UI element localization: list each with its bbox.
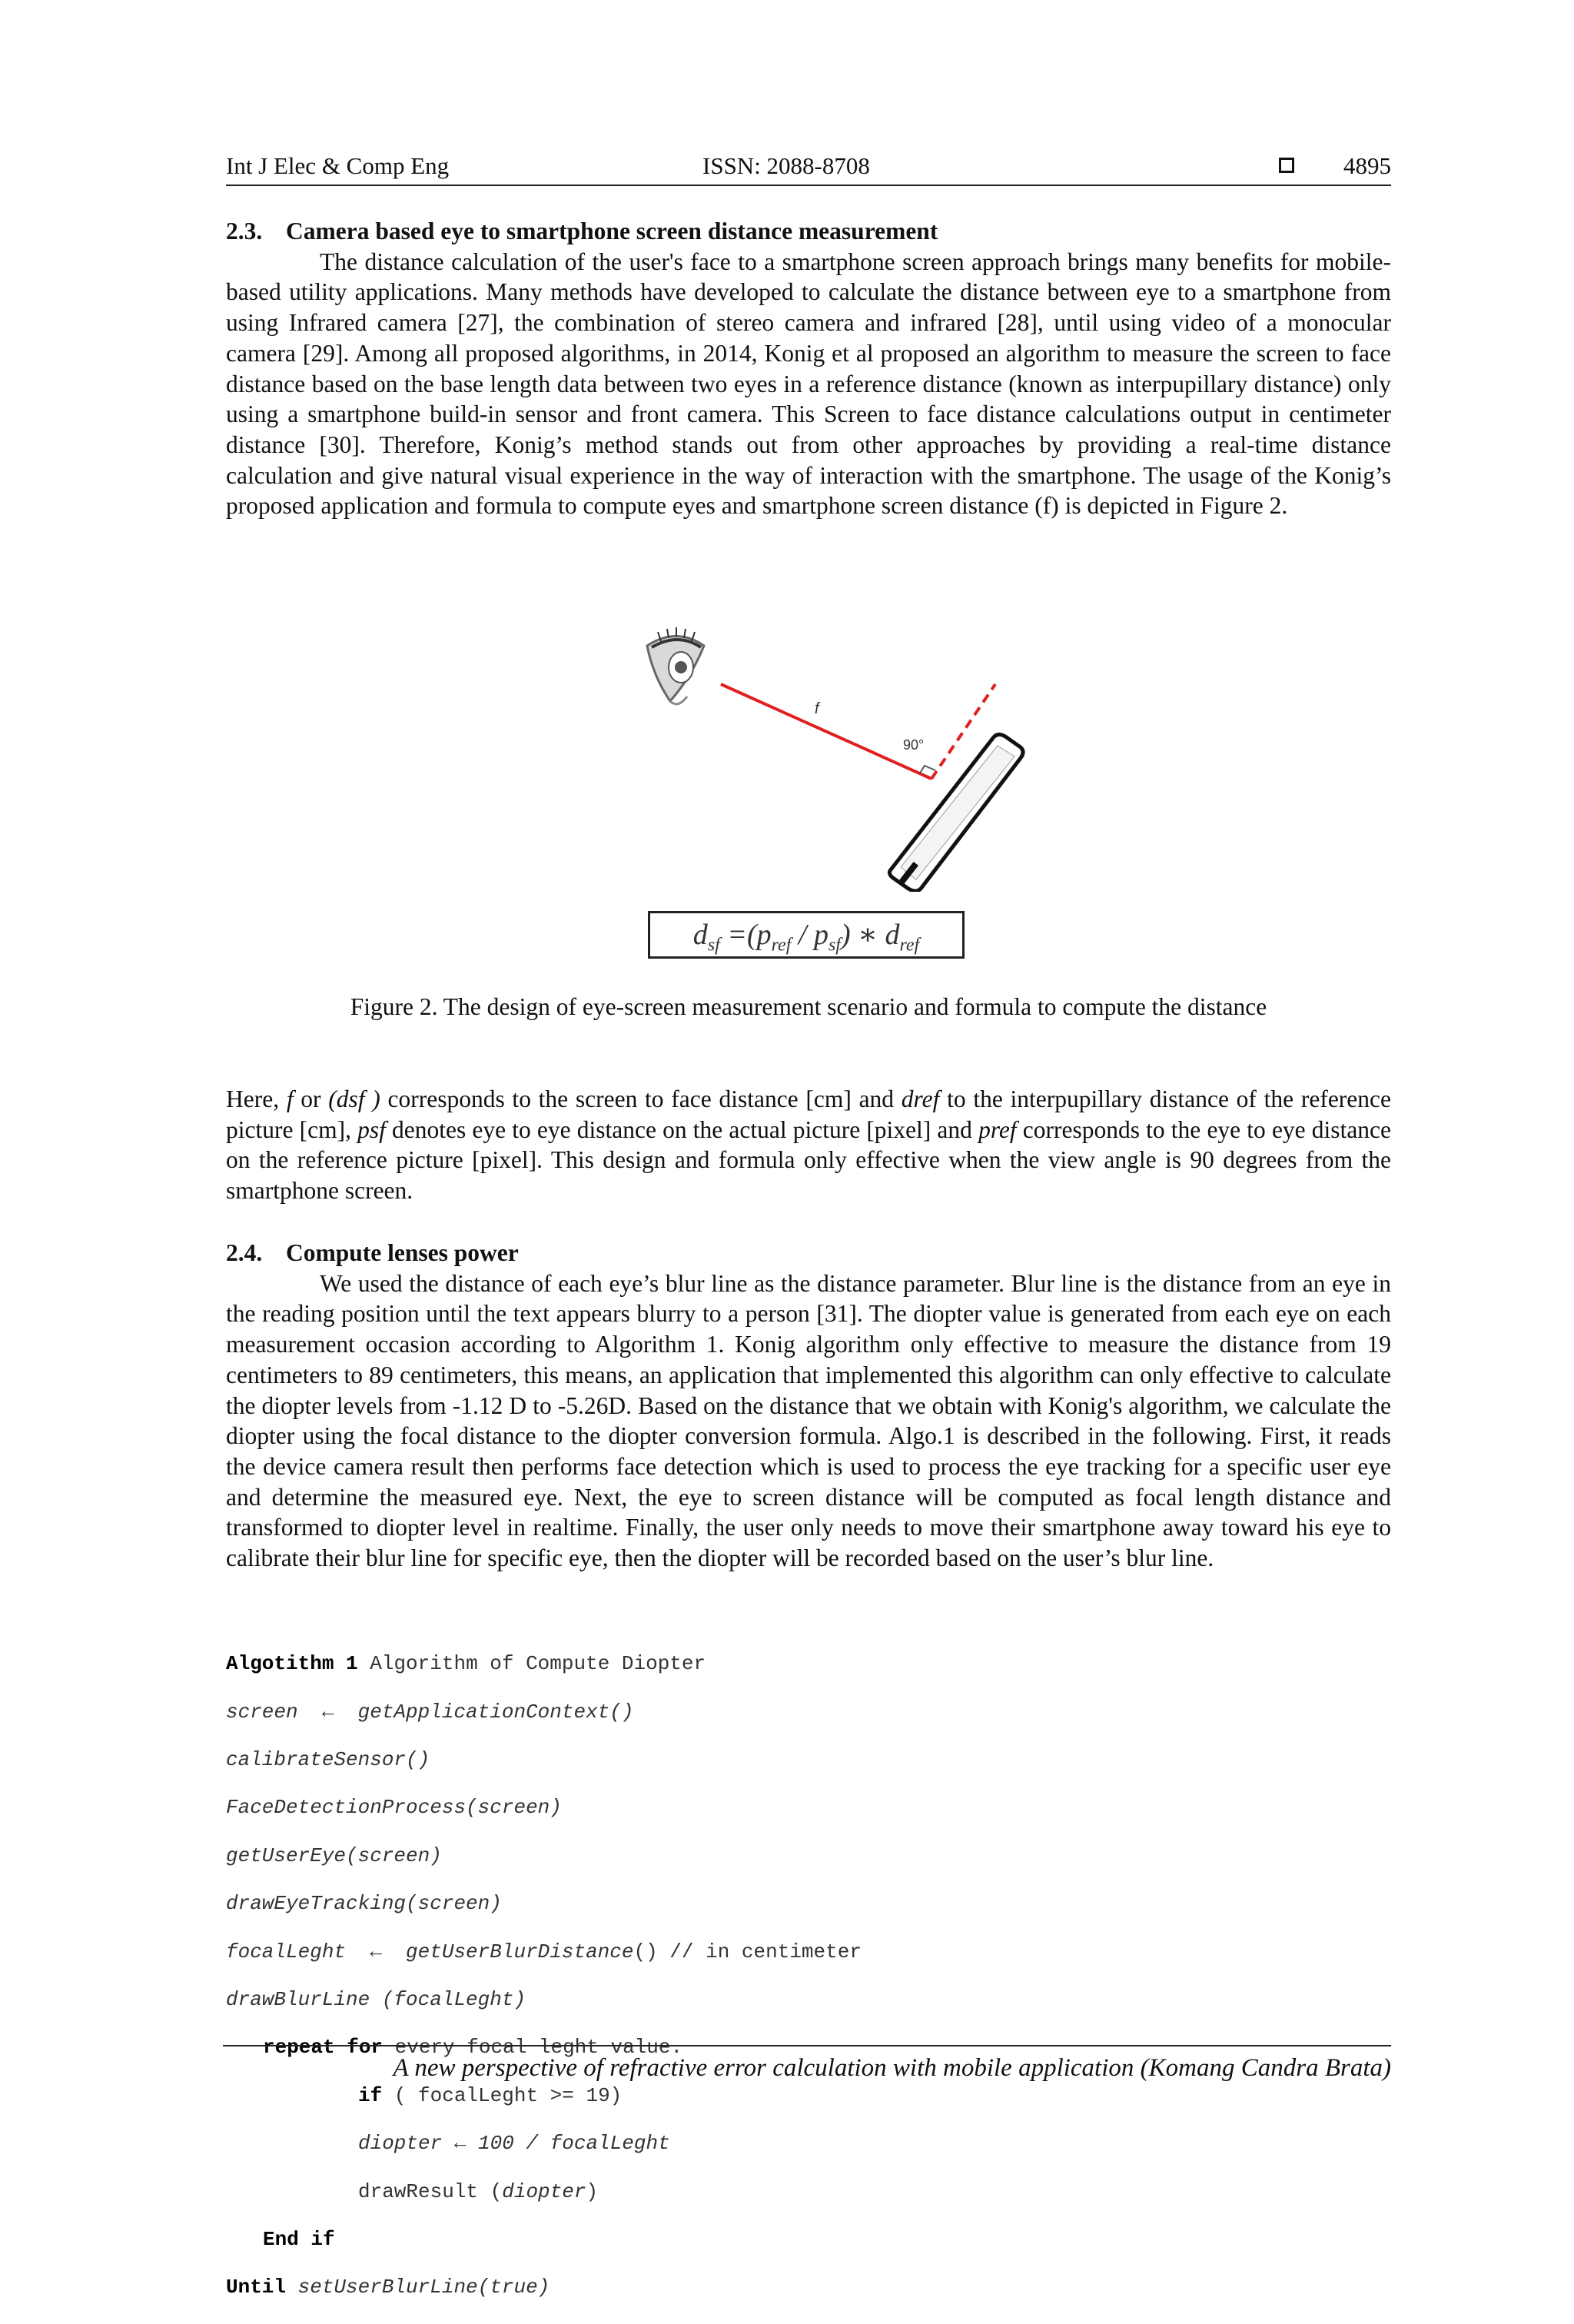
formula-close: ) ∗ (840, 919, 885, 951)
section-title: Compute lenses power (286, 1239, 519, 1266)
formula-eq: =( (719, 919, 757, 951)
algo-code: screen ← getApplicationContext() (226, 1700, 634, 1724)
algo-code: drawEyeTracking(screen) (226, 1892, 502, 1916)
formula-slash: / (791, 919, 814, 951)
section-number: 2.3. (226, 218, 263, 244)
algo-line (226, 2084, 1391, 2108)
smartphone-illustration (889, 734, 1023, 891)
label-angle: 90° (903, 737, 925, 753)
var-pref: pref (978, 1115, 1017, 1143)
text-run: or (293, 1086, 329, 1112)
journal-name: Int J Elec & Comp Eng (226, 152, 450, 179)
figure-caption: Figure 2. The design of eye-screen measurement scenario and formula to compute the distance (350, 993, 1267, 1020)
algo-code: FaceDetectionProcess(screen) (226, 1796, 562, 1820)
algo-code: ) (586, 2179, 599, 2203)
algo-keyword: if (358, 2083, 383, 2107)
checkbox-square-icon (1279, 158, 1294, 173)
text-run: to the interpupillary distance of the reference picture [cm], (226, 1086, 1391, 1143)
section-number: 2.4. (226, 1239, 263, 1266)
section-body: The distance calculation of the user's face to a smartphone screen approach brings many benefits for mobile-based utility applications. Many methods have developed to calculate the distance between eye to a smartphone from using Infrared camera [27], the combination of stereo camera and infrared [28], until using video of a monocular camera [29]. Among all proposed algorithms, in 2014, Konig et al proposed an algorithm to measure the screen to face distance based on the base length data between two eyes in a reference distance (known as interpupillary distance) only using a smartphone build-in sensor and front camera. This Screen to face distance calculations output in centimeter distance [30]. Therefore, Konig’s method stands out from other approaches by providing a real-time distance calculation and give natural visual experience in the way of interaction with the smartphone. The usage of the Konig’s proposed application and formula to compute eyes and smartphone screen distance (f) is depicted in Figure 2. (226, 248, 1391, 520)
formula-d-sub: sf (707, 935, 720, 956)
algo-code: drawBlurLine (focalLeght) (226, 1987, 526, 2011)
label-f: f (815, 700, 819, 717)
algo-line (226, 1701, 1391, 1724)
algo-code: () // in centimeter (633, 1940, 862, 1963)
distance-formula (648, 911, 965, 959)
algo-line (226, 1844, 1391, 1868)
algo-title (226, 1652, 1391, 1676)
algo-title-text: Algorithm of Compute Diopter (357, 1652, 706, 1676)
algo-code: diopter ← 100 / focalLeght (358, 2132, 670, 2156)
formula-p1-sub: ref (771, 935, 792, 956)
var-dsf: (dsf ) (328, 1086, 380, 1112)
formula-p2: p (813, 919, 829, 951)
eye-screen-figure (630, 623, 1030, 892)
page-header (226, 151, 1391, 186)
paragraph-variables (226, 1084, 1391, 1206)
distance-line (721, 684, 931, 779)
algo-keyword: End if (263, 2227, 335, 2251)
page-footer (223, 2045, 1391, 2085)
section-title: Camera based eye to smartphone screen distance measurement (286, 218, 938, 244)
algo-code: drawResult ( (358, 2179, 503, 2203)
var-f: f (286, 1086, 294, 1112)
text-run: denotes eye to eye distance on the actual picture [pixel] and (385, 1115, 979, 1143)
algo-line (226, 1988, 1391, 2012)
issn: ISSN: 2088-8708 (702, 152, 870, 179)
eye-illustration (647, 627, 704, 704)
algo-line (226, 2276, 1391, 2299)
section-2-4 (226, 1238, 1391, 1574)
text-run: corresponds to the screen to face distance [cm] and (380, 1086, 902, 1112)
section-2-3 (226, 216, 1391, 521)
algo-code: every focal leght value. (383, 2036, 683, 2060)
algo-line (226, 1892, 1391, 1916)
algo-line (226, 1748, 1391, 1772)
algo-keyword: Until (226, 2276, 287, 2299)
algo-code: ( focalLeght >= 19) (382, 2083, 623, 2107)
section-heading (226, 1238, 1391, 1268)
algo-title-label: Algotithm 1 (226, 1652, 358, 1676)
var-psf: psf (357, 1115, 386, 1143)
formula-d: d (692, 919, 708, 951)
section-heading (226, 216, 1391, 247)
page-number: 4895 (1343, 152, 1391, 179)
var-dref: dref (901, 1086, 940, 1112)
algo-line (226, 2132, 1391, 2156)
formula-d2-sub: ref (899, 935, 920, 956)
paragraph-text (226, 1084, 1391, 1206)
algorithm-block (226, 1628, 1391, 2324)
running-title: A new perspective of refractive error calculation with mobile application (Komang Candra Brata) (393, 2054, 1391, 2082)
formula-d2: d (885, 919, 900, 951)
text-run: Here, (226, 1086, 287, 1112)
section-body: We used the distance of each eye’s blur line as the distance parameter. Blur line is the distance from an eye in the reading position until the text appears blurry to a person [31]. The diopter value is generated from each eye on each measurement occasion according to Algorithm 1. Konig algorithm only effective to measure the distance from 19 centimeters to 89 centimeters, this means, an application that implemented this algorithm can only effective to calculate the diopter levels from -1.12 D to -5.26D. Based on the distance that we obtain with Konig's algorithm, we calculate the diopter using the focal distance to the diopter conversion formula. Algo.1 is described in the following. First, it reads the device camera result then performs face detection which is used to process the eye tracking for a specific user eye and determine the measured eye. Next, the eye to screen distance will be computed as focal length distance and transformed to diopter level in realtime. Finally, the user only needs to move their smartphone away toward his eye to calibrate their blur line for specific eye, then the diopter will be recorded based on the user’s blur line. (226, 1269, 1391, 1572)
algo-line (226, 1940, 1391, 1964)
algo-line (226, 2228, 1391, 2252)
algo-line (226, 1796, 1391, 1820)
formula-p2-sub: sf (828, 935, 841, 956)
algo-keyword: repeat for (263, 2036, 384, 2060)
formula-p1: p (756, 919, 772, 951)
algo-code: diopter (502, 2179, 586, 2203)
algo-line (226, 2180, 1391, 2204)
algo-code: getUserEye(screen) (226, 1844, 442, 1867)
text-run: corresponds to the eye to eye distance on the reference picture [pixel]. This design and formula only effective when the view angle is 90 degrees from the smartphone screen. (226, 1115, 1392, 1205)
algo-code: focalLeght ← getUserBlurDistance (226, 1940, 634, 1963)
algo-code: calibrateSensor() (226, 1747, 430, 1771)
algo-code: setUserBlurLine(true) (286, 2276, 550, 2299)
